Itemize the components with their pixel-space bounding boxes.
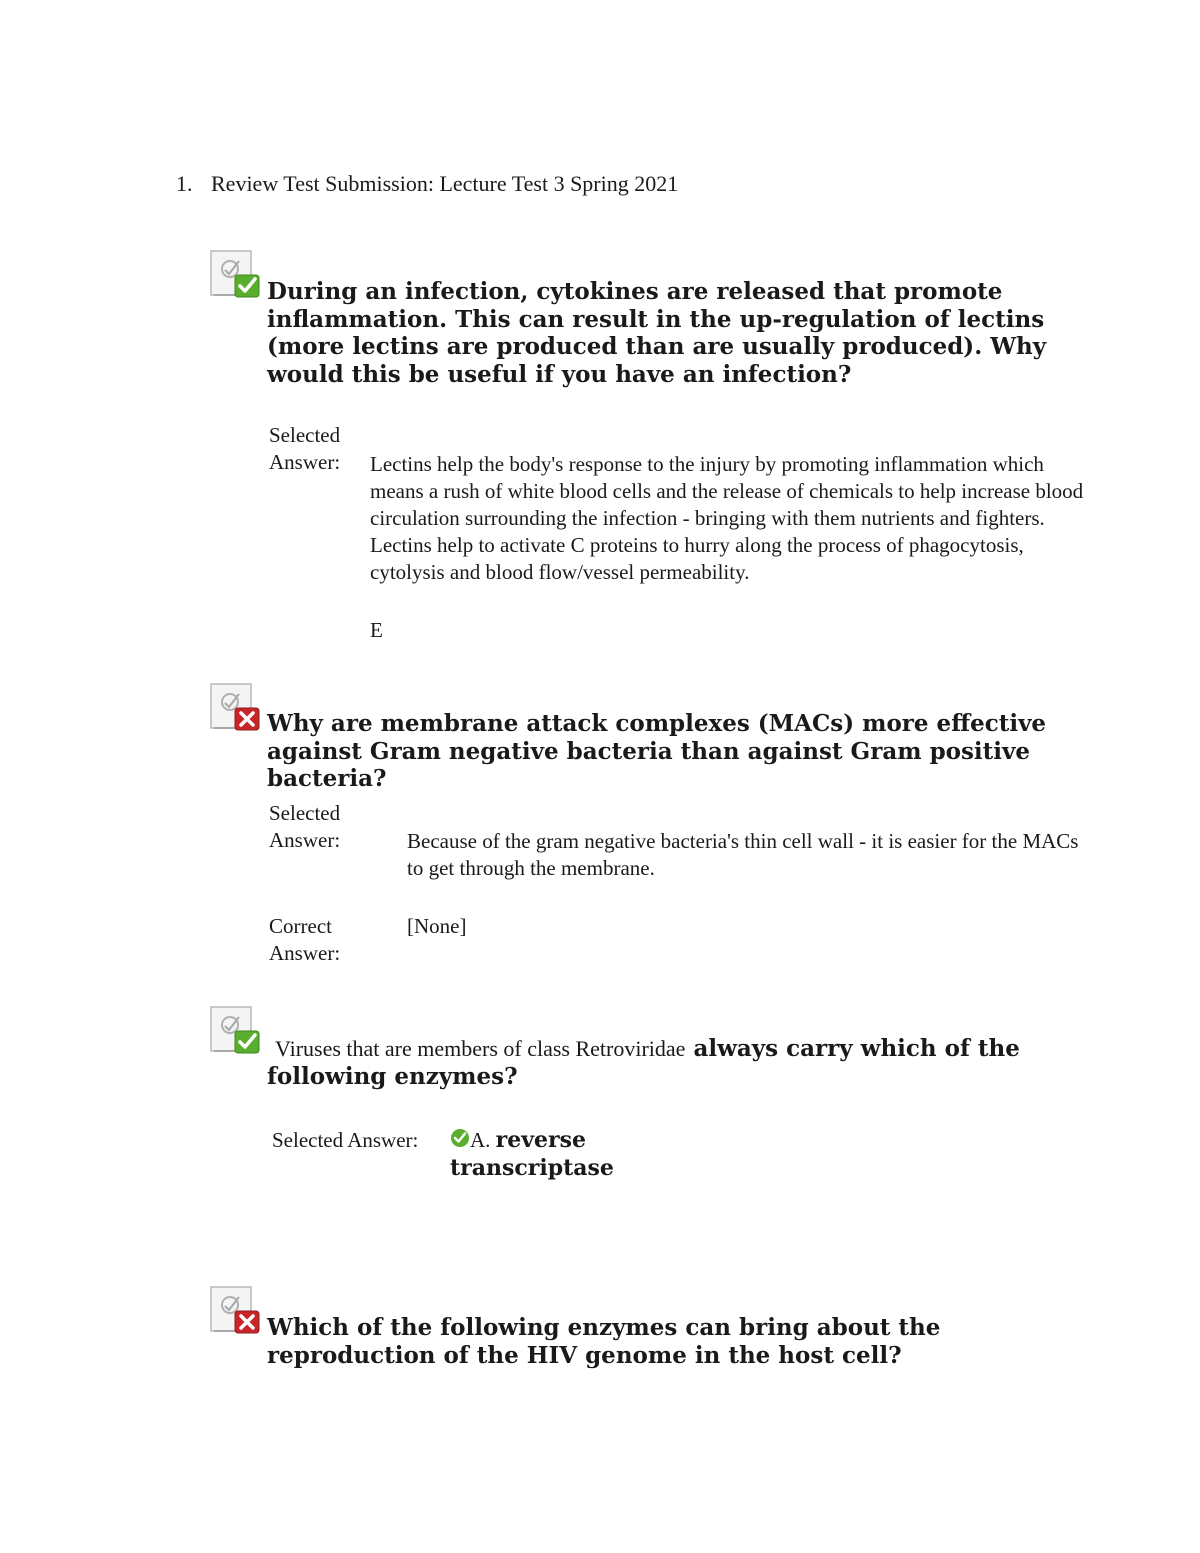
correct-check-icon <box>210 1005 260 1055</box>
selected-answer-text: Because of the gram negative bacteria's thin cell wall - it is easier for the MACs to get through the membrane. <box>407 829 1079 880</box>
correct-answer-text: [None] <box>407 914 467 938</box>
label-line: Answer: <box>269 450 341 474</box>
answer-text-continued: transcriptase <box>450 1155 614 1181</box>
selected-answer-text: Lectins help the body's response to the injury by promoting inflammation which means a rush of white blood cells and the release of chemicals to help increase blood circulation surrounding the infection - bringing with them nutrients and fighters. Lectins help to activate C proteins to hurry along the process of phagocytosis, cytolysis and blood flow/vessel permeability. <box>370 452 1084 584</box>
selected-answer-label: Selected Answer: <box>272 1128 419 1152</box>
answer-extra-text: E <box>370 618 383 642</box>
label-line: Selected <box>269 801 341 825</box>
question-2-text: Why are membrane attack complexes (MACs) more effective against Gram negative bacteria than against Gram positive bacteria? <box>267 710 1047 792</box>
selected-answer-label <box>269 800 389 854</box>
label-line: Answer: <box>269 941 341 965</box>
question-1-text: During an infection, cytokines are released that promote inflammation. This can result in the up-regulation of lectins (more lectins are produced than are usually produced). Why would this be useful if you have an infection? <box>267 278 1047 388</box>
question-3-text <box>267 1035 1097 1090</box>
correct-check-icon <box>210 249 260 299</box>
question-3-text-bold: always carry which of the following enzymes? <box>267 1035 1020 1090</box>
incorrect-x-icon <box>210 682 260 732</box>
list-number: 1. <box>176 171 193 196</box>
question-3-text-plain: Viruses that are members of class Retroviridae <box>275 1036 686 1061</box>
selected-answer-text <box>470 1127 586 1154</box>
question-4-text: Which of the following enzymes can bring about the reproduction of the HIV genome in the host cell? <box>267 1314 941 1369</box>
label-line: Selected <box>269 423 341 447</box>
incorrect-x-icon <box>210 1285 260 1335</box>
label-line: Correct <box>269 914 332 938</box>
page-title: Review Test Submission: Lecture Test 3 Spring 2021 <box>211 171 679 196</box>
correct-answer-label <box>269 913 389 967</box>
answer-letter: A. <box>470 1128 491 1152</box>
answer-text: reverse <box>495 1127 587 1153</box>
label-line: Answer: <box>269 828 341 852</box>
